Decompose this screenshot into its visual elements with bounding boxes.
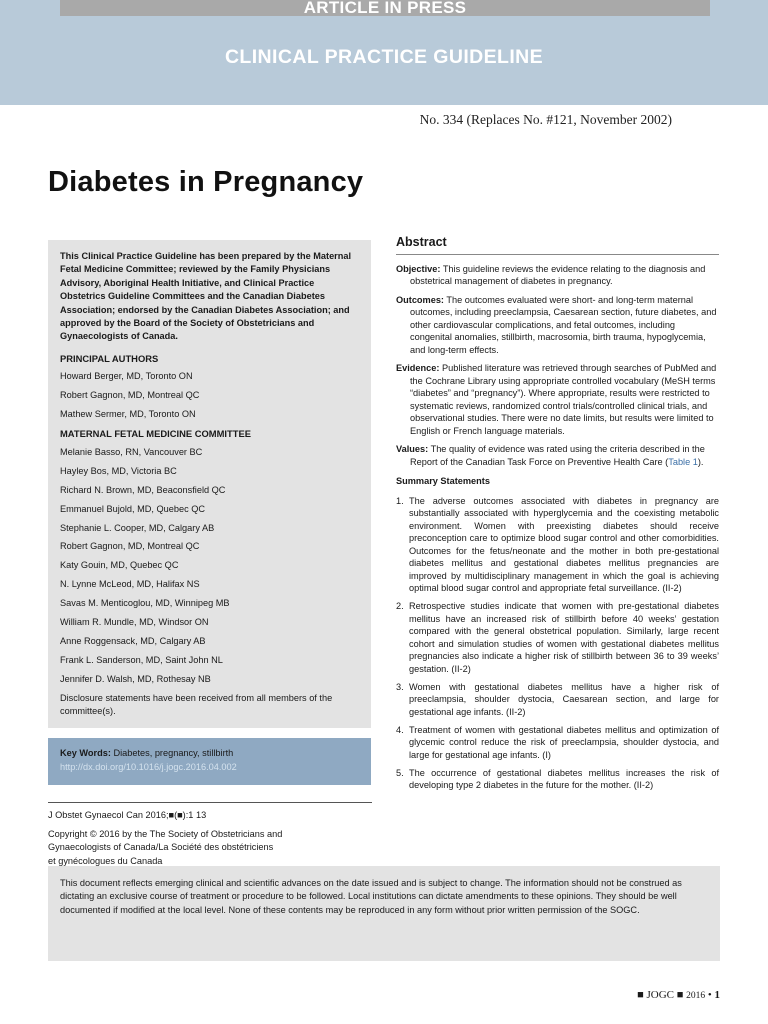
committee-member: Emmanuel Bujold, MD, Quebec QC [60,503,206,514]
summary-statements-heading: Summary Statements [396,476,490,486]
evidence-text: Published literature was retrieved through searches of PubMed and the Cochrane Library using appropriate controlled vocabulary (MeSH terms “diabetes” and “pregnancy”). Where appropriate, results were restricted to systematic reviews, randomized control trials/controlled clinical trials, and observational studies. There were no date limits, but results were limited to English or French language materials. [410,363,717,436]
statement-number: 3. [396,681,404,692]
keywords-text: Diabetes, pregnancy, stillbirth [113,748,234,758]
committee-member: William R. Mundle, MD, Windsor ON [60,617,209,628]
abstract-heading: Abstract [396,236,719,255]
statement-text: Treatment of women with gestational diabetes mellitus and optimization of glycemic control reduce the risk of preeclampsia, shoulder dystocia, and large for gestational age infants. (I) [409,724,719,760]
statement-text: Retrospective studies indicate that women with pre-gestational diabetes mellitus have an increased risk of stillbirth before 40 weeks’ gestation compared with the general obstetrical population. Similarly, large recent cohort and simulation studies of women with gestational diabetes mellitus pregnancies also indicate a higher risk of stillbirth between 36 to 39 weeks’ gestation. (II-2) [409,601,719,674]
disclaimer-notice: This document reflects emerging clinical and scientific advances on the date issued and is subject to change. The information should not be construed as dictating an exclusive course of treatment or procedure to be followed. Local institutions can dictate amendments to these opinions. They should be well documented if modified at the local level. None of these contents may be reproduced in any form without prior written permission of the SOGC. [48,866,720,961]
square-bullet-icon: ■ [637,989,644,1001]
authorship-panel [48,240,371,728]
values-label: Values: [396,444,429,454]
journal-citation: J Obstet Gynaecol Can 2016;■(■):1 13 [48,810,207,820]
values-text: The quality of evidence was rated using the criteria described in the Report of the Canadian Task Force on Preventive Health Care ( [410,444,705,467]
statement-number: 5. [396,767,404,778]
statement-text: Women with gestational diabetes mellitus have a higher risk of preeclampsia, shoulder dystocia, Caesarean section, and large for gestational age infants. (II-2) [409,681,719,717]
statement-number: 4. [396,724,404,735]
author-name: Howard Berger, MD, Toronto ON [60,371,193,382]
committee-member: Frank L. Sanderson, MD, Saint John NL [60,654,223,665]
summary-statement [396,767,719,792]
square-bullet-icon: ■ [676,989,684,1001]
committee-member: Melanie Basso, RN, Vancouver BC [60,446,203,457]
article-title: Diabetes in Pregnancy [48,166,364,198]
copyright-line: Gynaecologists of Canada/La Société des obstétriciens [48,842,274,853]
committee-member: Stephanie L. Cooper, MD, Calgary AB [60,522,215,533]
objective-text: This guideline reviews the evidence relating to the diagnosis and obstetrical management of diabetes in pregnancy. [410,263,706,286]
footer-year: 2016 [686,991,706,1001]
footer-journal: JOGC [646,989,674,1001]
committee-member: Jennifer D. Walsh, MD, Rothesay NB [60,673,211,684]
copyright-notice [48,828,368,868]
disclosure-statement: Disclosure statements have been received from all members of the committee(s). [60,692,333,717]
statement-number: 2. [396,601,404,611]
committee-member: Katy Gouin, MD, Quebec QC [60,560,179,571]
summary-statement [396,495,719,595]
statement-text: The occurrence of gestational diabetes mellitus increases the risk of developing type 2 diabetes in the future for the mother. (II-2) [409,767,719,790]
header-band [0,0,768,105]
summary-statement [396,724,719,762]
table-1-link[interactable]: Table 1 [668,456,698,467]
values-paragraph [396,443,719,468]
copyright-line: Copyright © 2016 by the The Society of Obstetricians and [48,829,283,839]
keywords-label: Key Words: [60,748,111,758]
article-in-press-banner: ARTICLE IN PRESS [60,0,710,16]
abstract-column [396,236,719,797]
bullet-dot-icon: • [707,989,712,1001]
divider [48,802,372,803]
committee-member: Richard N. Brown, MD, Beaconsfield QC [60,484,226,495]
statement-text: The adverse outcomes associated with diabetes in pregnancy are substantially associated with hyperglycemia and the coexisting metabolic environment. Women with preexisting diabetes should receive preconception care to optimize blood sugar control and other comorbidities. Outcomes for the fetus/neonate and the mother in both pre-gestational diabetes mellitus and gestational diabetes mellitus pregnancies are improved by multidisciplinary management in which the goal is achieving optimal blood sugar control and appropriate fetal surveillance. (II-2) [409,495,719,593]
page-footer [637,989,720,1001]
committee-member: N. Lynne McLeod, MD, Halifax NS [60,579,200,590]
objective-label: Objective: [396,263,441,274]
copyright-line: et gynécologues du Canada [48,855,163,866]
prepared-by-statement: This Clinical Practice Guideline has been prepared by the Maternal Fetal Medicine Committee; reviewed by the Family Physicians Advisory, Aboriginal Health Initiative, and Clinical Practice Obstetrics Guideline Committees and the Canadian Diabetes Association; endorsed by the Canadian Diabetes Association; and approved by the Board of the Society of Obstetricians and Gynaecologists of Canada. [60,251,352,342]
summary-statement [396,600,719,675]
statement-number: 1. [396,495,404,506]
values-text-end: ). [697,456,704,467]
outcomes-text: The outcomes evaluated were short- and long-term maternal outcomes, including preeclampsia, Caesarean section, future diabetes, and other cardiovascular complications, and fetal outcomes, including congenital anomalies, stillbirth, macrosomia, birth trauma, hypoglycemia, and long-term effects. [410,294,717,355]
objective-paragraph [396,263,719,288]
committee-member: Robert Gagnon, MD, Montreal QC [60,541,200,552]
document-number: No. 334 (Replaces No. #121, November 2002) [419,112,672,127]
keywords-box [48,738,371,785]
committee-member: Savas M. Menticoglou, MD, Winnipeg MB [60,598,230,609]
summary-statement [396,681,719,719]
author-name: Robert Gagnon, MD, Montreal QC [60,390,200,401]
outcomes-paragraph [396,294,719,357]
principal-authors-heading: PRINCIPAL AUTHORS [60,352,159,364]
doi-link[interactable]: http://dx.doi.org/10.1016/j.jogc.2016.04.002 [60,762,237,772]
committee-member: Anne Roggensack, MD, Calgary AB [60,635,206,646]
evidence-label: Evidence: [396,363,440,373]
committee-heading: MATERNAL FETAL MEDICINE COMMITTEE [60,428,251,440]
evidence-paragraph [396,362,719,437]
committee-member: Hayley Bos, MD, Victoria BC [60,465,177,476]
guideline-category: CLINICAL PRACTICE GUIDELINE [224,46,544,68]
author-name: Mathew Sermer, MD, Toronto ON [60,409,196,420]
outcomes-label: Outcomes: [396,294,444,305]
page-number: 1 [714,989,720,1001]
